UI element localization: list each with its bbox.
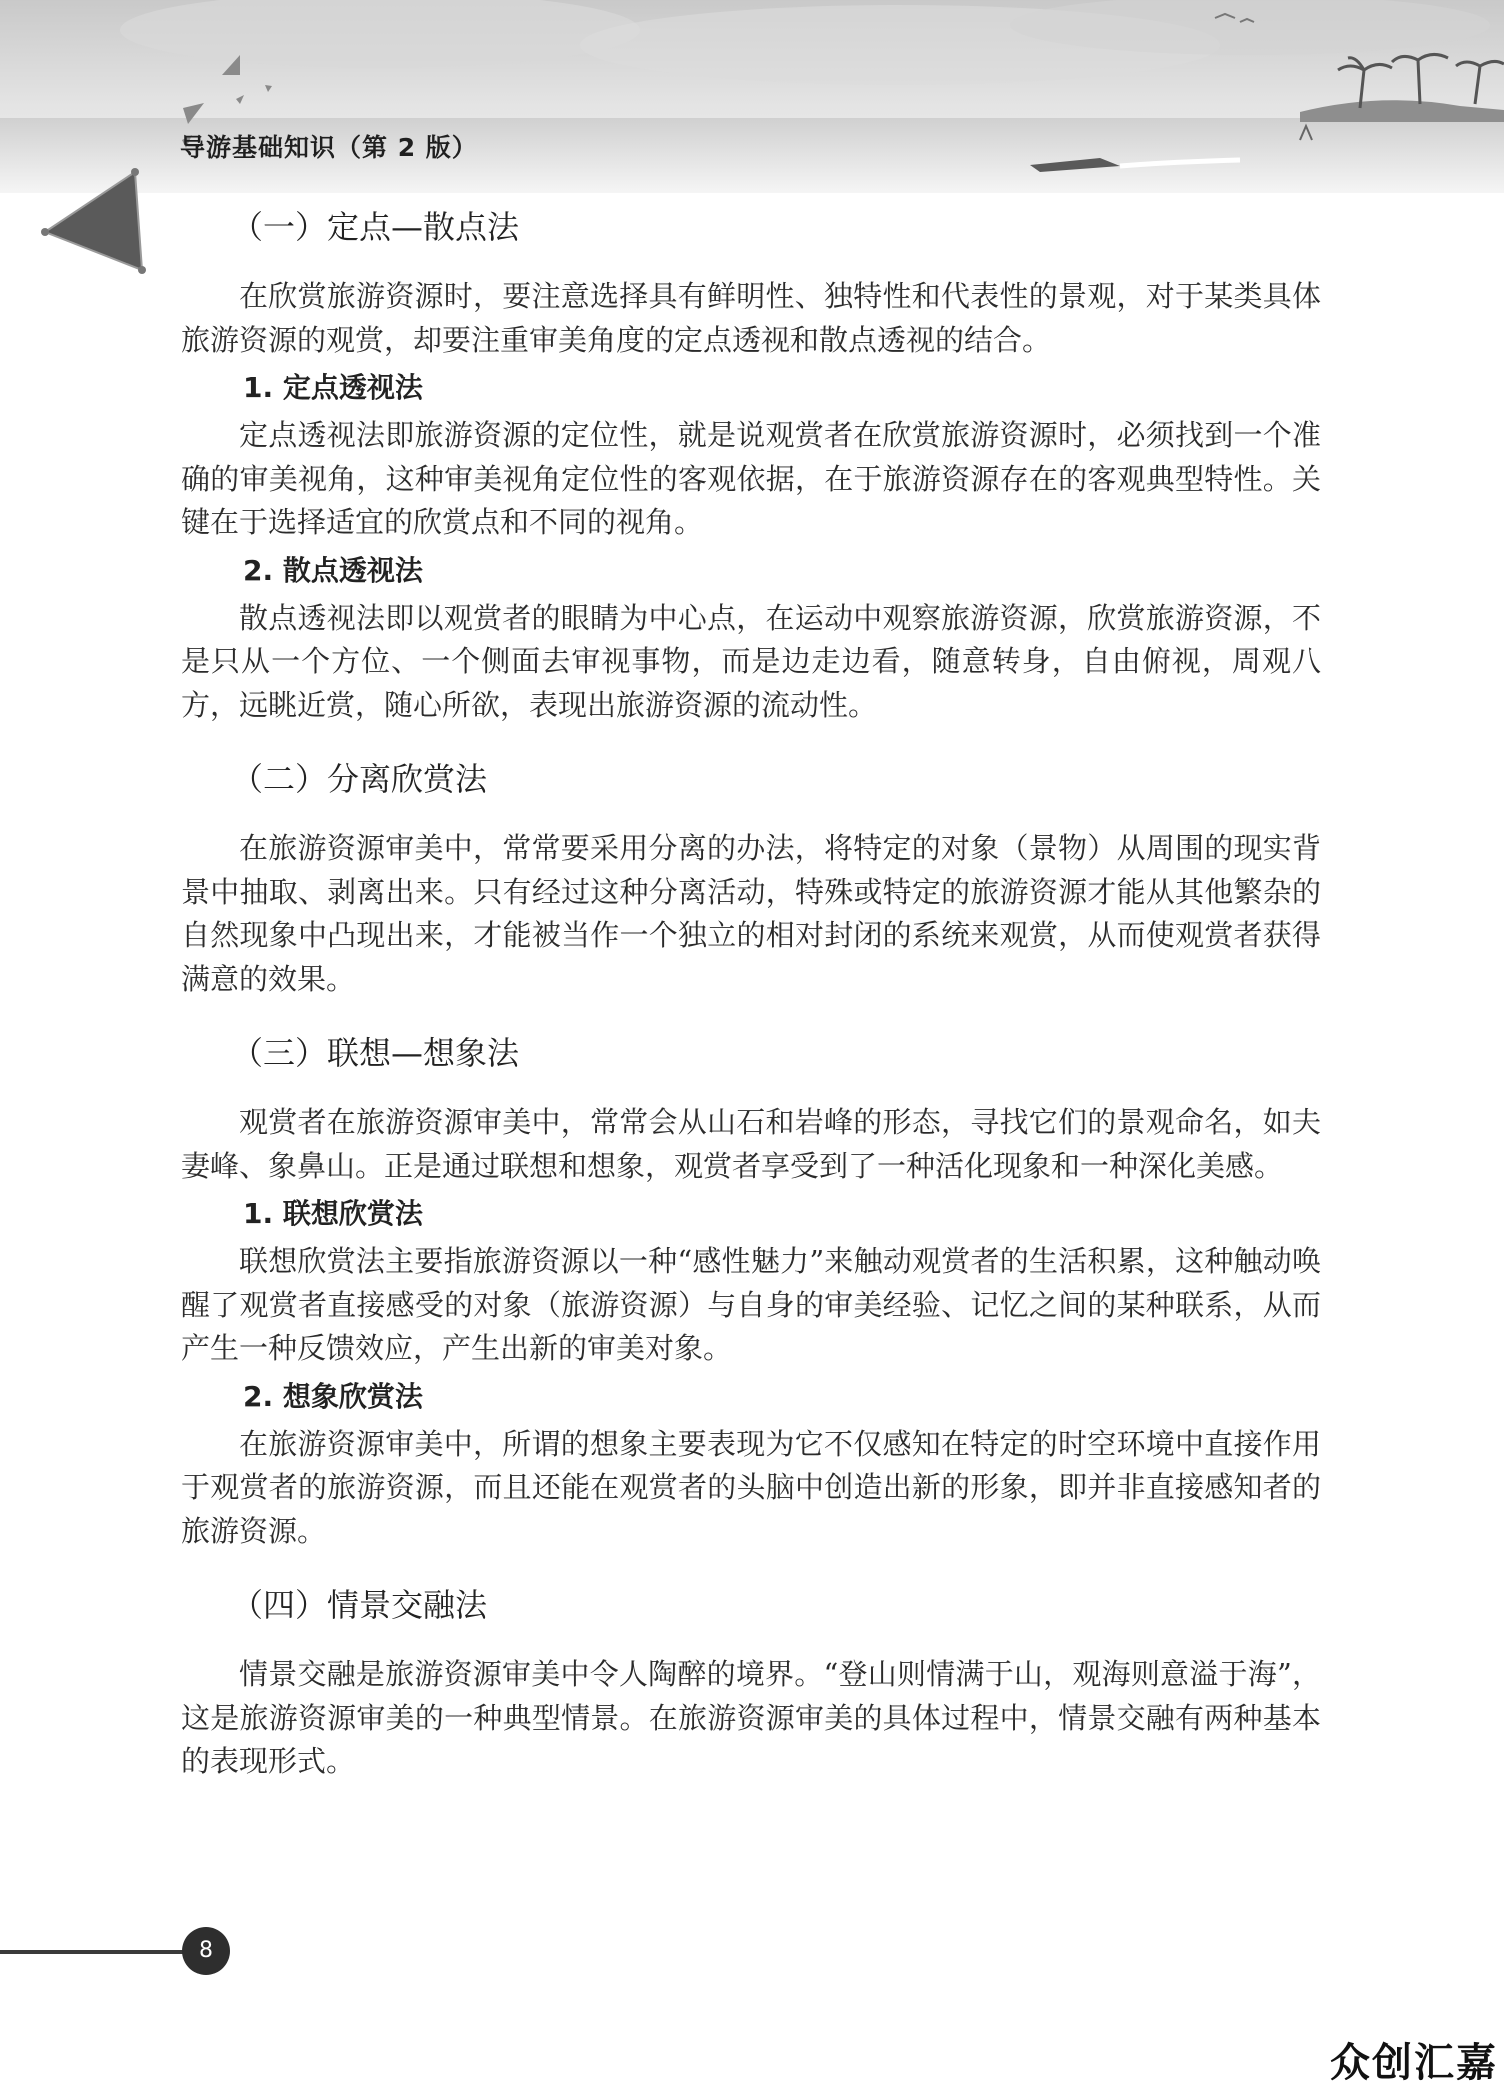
- decorative-triangle-icon: [30, 160, 160, 280]
- section-heading: （一）定点—散点法: [231, 208, 520, 246]
- paragraph: 定点透视法即旅游资源的定位性，就是说观赏者在欣赏旅游资源时，必须找到一个准确的审美视角，这种审美视角定位性的客观依据，在于旅游资源存在的客观典型特性。关键在于选择适宜的欣赏点和不同的视角。: [181, 418, 1321, 539]
- subsection-heading: 2. 想象欣赏法: [243, 1379, 423, 1413]
- section-1: [181, 205, 1321, 727]
- page-number: 8: [182, 1927, 230, 1975]
- paragraph: 在欣赏旅游资源时，要注意选择具有鲜明性、独特性和代表性的景观，对于某类具体旅游资源的观赏，却要注重审美角度的定点透视和散点透视的结合。: [181, 279, 1321, 357]
- section-2: [181, 757, 1321, 1001]
- seascape-banner-image: [0, 0, 1504, 193]
- footer-rule: [0, 1950, 190, 1954]
- page-body: [181, 205, 1321, 1784]
- subsection-heading: 2. 散点透视法: [243, 553, 423, 587]
- subsection-heading: 1. 联想欣赏法: [243, 1197, 423, 1230]
- section-3: [181, 1031, 1321, 1553]
- section-heading: （二）分离欣赏法: [231, 760, 488, 798]
- paragraph: 在旅游资源审美中，所谓的想象主要表现为它不仅感知在特定的时空环境中直接作用于观赏者的旅游资源，而且还能在观赏者的头脑中创造出新的形象，即并非直接感知者的旅游资源。: [181, 1426, 1321, 1548]
- paragraph: 散点透视法即以观赏者的眼睛为中心点，在运动中观察旅游资源，欣赏旅游资源，不是只从一个方位、一个侧面去审视事物，而是边走边看，随意转身，自由俯视，周观八方，远眺近赏，随心所欲，表现出旅游资源的流动性。: [181, 600, 1321, 722]
- book-title: 导游基础知识（第 2 版）: [180, 133, 478, 162]
- paragraph: 联想欣赏法主要指旅游资源以一种“感性魅力”来触动观赏者的生活积累，这种触动唤醒了观赏者直接感受的对象（旅游资源）与自身的审美经验、记忆之间的某种联系，从而产生一种反馈效应，产生出新的审美对象。: [181, 1244, 1321, 1365]
- watermark-logo: 众创汇嘉: [1330, 2040, 1498, 2086]
- section-4: [181, 1583, 1321, 1784]
- header-banner: [0, 0, 1504, 193]
- paragraph: 情景交融是旅游资源审美中令人陶醉的境界。“登山则情满于山，观海则意溢于海”，这是旅游资源审美的一种典型情景。在旅游资源审美的具体过程中，情景交融有两种基本的表现形式。: [181, 1657, 1321, 1778]
- subsection-heading: 1. 定点透视法: [243, 371, 423, 404]
- paragraph: 在旅游资源审美中，常常要采用分离的办法，将特定的对象（景物）从周围的现实背景中抽取、剥离出来。只有经过这种分离活动，特殊或特定的旅游资源才能从其他繁杂的自然现象中凸现出来，才能被当作一个独立的相对封闭的系统来观赏，从而使观赏者获得满意的效果。: [181, 831, 1321, 996]
- section-heading: （三）联想—想象法: [231, 1034, 520, 1072]
- paragraph: 观赏者在旅游资源审美中，常常会从山石和岩峰的形态，寻找它们的景观命名，如夫妻峰、象鼻山。正是通过联想和想象，观赏者享受到了一种活化现象和一种深化美感。: [181, 1105, 1321, 1183]
- section-heading: （四）情景交融法: [231, 1586, 488, 1624]
